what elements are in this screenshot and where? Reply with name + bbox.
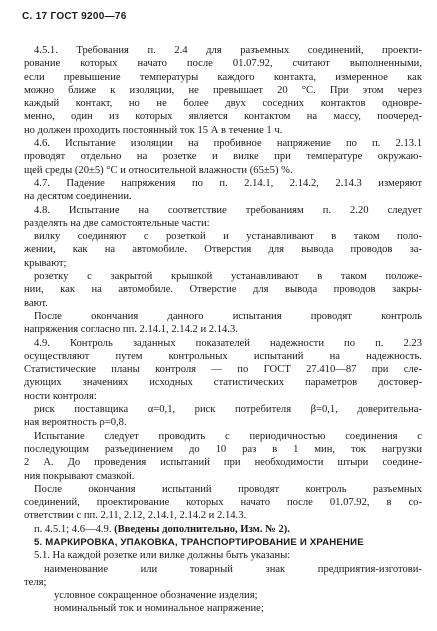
amendment-label: (Введены дополнительно, Изм. № 2). [114,523,290,535]
text-line: напряжения согласно пп. 2.14.1, 2.14.2 и 2.14.3. [24,324,238,336]
text-line: 2 А. До проведения испытаний при необходимости штыри соедине- [24,457,422,469]
text-line: 4.8. Испытание на соответствие требованиям п. 2.20 следует [34,204,422,216]
text-line: 5.1. На каждой розетке или вилке должны быть указаны: [34,550,291,562]
text-line: каждый контакт, но не более двух соседних контактов одновре- [24,98,422,110]
text-line: ния покрывают смазкой. [24,470,135,482]
text-line: жении, как на автомобиле. Отверстия для вывода проводов за- [24,244,422,256]
text-line: 4.5.1. Требования п. 2.4 для разъемных соединений, проекти- [34,45,422,56]
document-body [24,44,422,616]
text-line: Испытание следует проводить с периодичностью соединения с [34,430,422,442]
text-line: щей среды (20±5) °С и относительной влажности (65±5) %. [24,164,293,176]
text-line: ности контроля: [24,390,97,402]
text-line: крывают; [24,257,67,269]
text-line: менно, один из которых является контактом на массу, поочеред- [24,111,422,123]
section-heading: 5. МАРКИРОВКА, УПАКОВКА, ТРАНСПОРТИРОВАНИЕ И ХРАНЕНИЕ [34,536,364,548]
text-line: последующим разъединением до 10 раз в 1 мин, ток нагрузки [24,443,422,455]
text-line: условное сокращенное обозначение изделия; [54,590,258,602]
text-line: 4.7. Падение напряжения по п. 2.14.1, 2.14.2, 2.14.3 измеряют [34,177,422,189]
text-line: 4.9. Контроль заданных показателей надежности по п. 2.23 [34,337,422,349]
text-line: вают. [24,297,48,309]
text-line: можно ближе к изоляции, не превышает 20 °С. При этом через [24,84,422,96]
text-line: 4.6. Испытание изоляции на пробивное напряжение по п. 2.13.1 [34,138,422,150]
text-line: номинальный ток и номинальное напряжение; [54,603,264,615]
text-line: соединений, проектирование которых начато после 01.07.92, в со- [24,497,422,509]
text-line: риск поставщика α=0,1, риск потребителя β=0,1, доверительна- [34,404,422,416]
text-line: проводят отдельно на розетке и вилке при температуре окружаю- [24,151,422,163]
text-line: Статистические планы контроля — по ГОСТ 27.410—87 при сле- [24,364,422,376]
amendment-note [24,523,422,536]
text-line: дующих значениях исходных статистических параметров достовер- [24,377,422,389]
text-line: разделять на две самостоятельные части: [24,217,210,229]
text-line: ответствии с пп. 2.11, 2.12, 2.14.1, 2.14.2 и 2.14.3. [24,510,247,522]
text-line: вилку соединяют с розеткой и устанавливают в таком поло- [34,231,422,243]
text-line: ная вероятность ρ=0,8. [24,417,127,429]
text-line: После окончания испытаний проводят контроль разъемных [34,483,422,495]
page-header: С. 17 ГОСТ 9200—76 [22,11,127,22]
text-line: на десятом соединении. [24,191,132,203]
text-line: осуществляют путем контрольных испытаний на надежность. [24,350,422,362]
text-line: наименование или товарный знак предприятия-изготови- [44,563,422,575]
text-line: После окончания данного испытания проводят контроль [34,310,422,322]
text-line: теля; [24,576,47,588]
text-line: нии, как на автомобиле. Отверстие для вывода проводов закры- [24,284,422,296]
text-line: если превышение температуры каждого контакта, измеренное как [24,71,422,83]
text-line: розетку с закрытой крышкой устанавливают в таком положе- [34,271,422,283]
text-line: но должен проходить постоянный ток 15 А в течение 1 ч. [24,124,283,136]
text-line: рование которых начато после 01.07.92, считают выполненными, [24,58,422,70]
amendment-items: п. 4.5.1; 4.6—4.9. [34,523,115,535]
